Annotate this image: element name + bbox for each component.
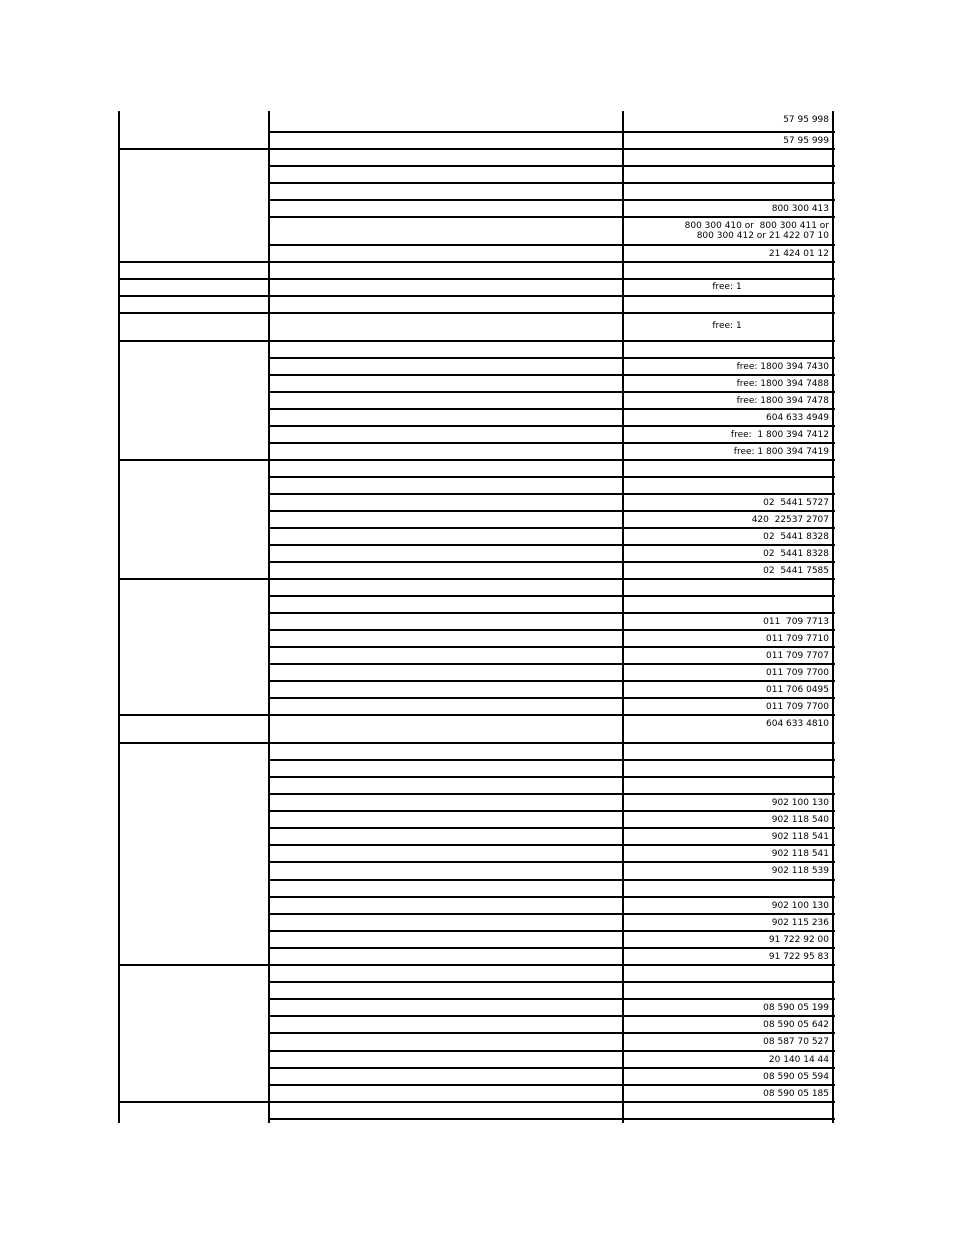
row-border — [119, 312, 835, 314]
row-border — [119, 964, 835, 966]
phone-cell: 800 300 413 — [771, 204, 829, 214]
row-border — [269, 544, 835, 546]
phone-cell: 20 140 14 44 — [768, 1055, 829, 1065]
row-border — [269, 629, 835, 631]
row-border — [269, 595, 835, 597]
phone-cell: 57 95 999 — [783, 136, 829, 146]
row-border — [269, 1118, 835, 1120]
row-border — [269, 1084, 835, 1086]
row-border — [269, 947, 835, 949]
row-border — [269, 663, 835, 665]
phone-cell: 902 118 541 — [771, 849, 829, 859]
phone-cell: 08 590 05 199 — [763, 1003, 829, 1013]
row-border — [119, 261, 835, 263]
phone-cell: 902 118 539 — [771, 866, 829, 876]
row-border — [269, 510, 835, 512]
phone-cell: 902 100 130 — [771, 901, 829, 911]
row-border — [269, 680, 835, 682]
row-border — [269, 199, 835, 201]
row-border — [119, 742, 835, 744]
phone-cell: 902 115 236 — [771, 918, 829, 928]
row-border — [119, 1101, 835, 1103]
phone-cell: free: 1800 394 7478 — [736, 396, 829, 406]
phone-cell: 011 709 7700 — [766, 668, 829, 678]
row-border — [119, 714, 835, 716]
phone-cell: 011 709 7707 — [766, 651, 829, 661]
phone-cell: 902 118 541 — [771, 832, 829, 842]
phone-cell: 08 587 70 527 — [763, 1037, 829, 1047]
row-border — [119, 340, 835, 342]
phone-cell: 902 100 130 — [771, 798, 829, 808]
phone-cell: 08 590 05 185 — [763, 1089, 829, 1099]
row-border — [269, 476, 835, 478]
row-border — [269, 131, 835, 133]
phone-cell: 011 706 0495 — [766, 685, 829, 695]
row-border — [119, 459, 835, 461]
phone-cell: 02 5441 5727 — [763, 498, 829, 508]
row-border — [269, 913, 835, 915]
row-border — [269, 425, 835, 427]
phone-cell: free: 1 800 394 7412 — [730, 430, 829, 440]
row-border — [269, 493, 835, 495]
row-border — [269, 810, 835, 812]
phone-cell: 02 5441 7585 — [763, 566, 829, 576]
row-border — [269, 776, 835, 778]
row-border — [269, 879, 835, 881]
row-border — [119, 578, 835, 580]
row-border — [269, 165, 835, 167]
row-border — [269, 827, 835, 829]
row-border — [269, 1015, 835, 1017]
phone-cell: free: 1800 394 7430 — [736, 362, 829, 372]
phone-cell: 420 22537 2707 — [751, 515, 829, 525]
phone-cell: free: 1 — [712, 282, 742, 292]
row-border — [269, 182, 835, 184]
row-border — [269, 844, 835, 846]
row-border — [269, 216, 835, 218]
row-border — [269, 374, 835, 376]
row-border — [269, 981, 835, 983]
row-border — [119, 148, 835, 150]
row-border — [269, 391, 835, 393]
row-border — [119, 278, 835, 280]
row-border — [269, 793, 835, 795]
row-border — [269, 930, 835, 932]
row-border — [269, 697, 835, 699]
row-border — [269, 998, 835, 1000]
phone-cell: 604 633 4949 — [766, 413, 829, 423]
row-border — [269, 561, 835, 563]
phone-cell: free: 1800 394 7488 — [736, 379, 829, 389]
phone-cell: 02 5441 8328 — [763, 549, 829, 559]
phone-cell: 08 590 05 594 — [763, 1072, 829, 1082]
row-border — [269, 527, 835, 529]
phone-cell: 011 709 7713 — [763, 617, 829, 627]
row-border — [119, 295, 835, 297]
phone-cell: free: 1 — [712, 321, 742, 331]
phone-cell: 800 300 410 or 800 300 411 or 800 300 412 or 21 422 07 10 — [684, 221, 829, 241]
phone-cell: 08 590 05 642 — [763, 1020, 829, 1030]
row-border — [269, 1050, 835, 1052]
row-border — [269, 646, 835, 648]
phone-cell: 91 722 95 83 — [768, 952, 829, 962]
row-border — [269, 408, 835, 410]
phone-cell: 011 709 7700 — [766, 702, 829, 712]
row-border — [269, 861, 835, 863]
phone-cell: 57 95 998 — [783, 115, 829, 125]
row-border — [269, 896, 835, 898]
phone-cell: 902 118 540 — [771, 815, 829, 825]
row-border — [269, 612, 835, 614]
phone-cell: 02 5441 8328 — [763, 532, 829, 542]
row-border — [269, 1067, 835, 1069]
row-border — [269, 244, 835, 246]
phone-cell: 011 709 7710 — [766, 634, 829, 644]
phone-cell: 21 424 01 12 — [768, 249, 829, 259]
phone-cell: free: 1 800 394 7419 — [733, 447, 829, 457]
row-border — [269, 759, 835, 761]
row-border — [269, 357, 835, 359]
phone-cell: 91 722 92 00 — [768, 935, 829, 945]
row-border — [269, 442, 835, 444]
row-border — [269, 1032, 835, 1034]
phone-cell: 604 633 4810 — [766, 719, 829, 729]
